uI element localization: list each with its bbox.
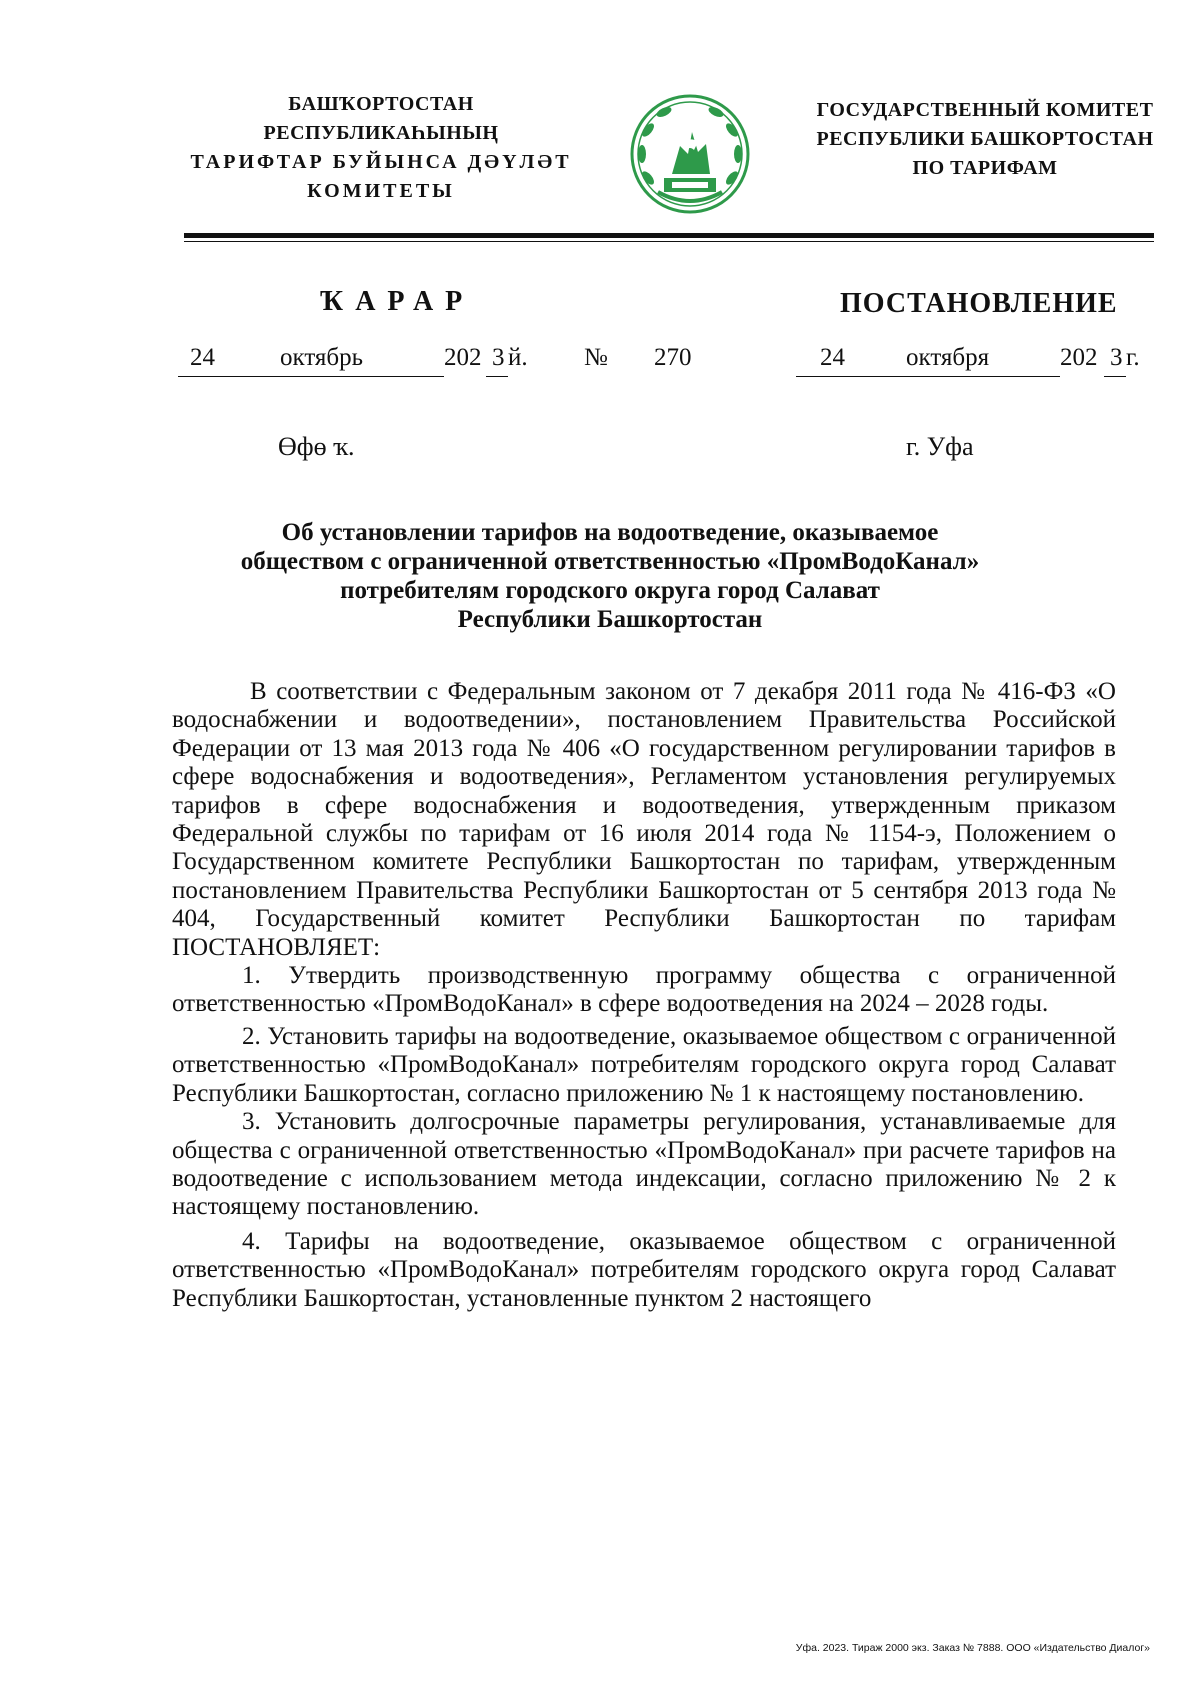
date-right-underline [796, 376, 1060, 377]
date-left-year-prefix: 202 [444, 344, 482, 371]
header-left-bashkir [176, 90, 586, 206]
header-right-russian [790, 96, 1180, 183]
date-left-suffix: й. [508, 344, 528, 371]
doc-type-bashkir: ҠАРАР [320, 286, 475, 317]
header-right-line-1: ГОСУДАРСТВЕННЫЙ КОМИТЕТ [816, 99, 1154, 121]
header-left-line-1: БАШҠОРТОСТАН РЕСПУБЛИКАҺЫНЫҢ [263, 93, 499, 144]
item-3-paragraph: 3. Установить долгосрочные параметры регулирования, устанавливаемые для общества с ограниченной ответственностью «ПромВодоКанал» при расчете тарифов на водоотведение с использованием метода индексации, согласно приложению № 2 к настоящему постановлению. [172, 1108, 1116, 1221]
title-line-1: Об установлении тарифов на водоотведение, оказываемое [281, 519, 939, 546]
document-title [170, 518, 1050, 634]
title-line-4: Республики Башкортостан [457, 606, 763, 633]
item-4-paragraph: 4. Тарифы на водоотведение, оказываемое обществом с ограниченной ответственностью «ПромВодоКанал» потребителям городского округа город Салават Республики Башкортостан, установленные пунктом 2 настоящего [172, 1227, 1116, 1312]
date-right-year-underline [1104, 376, 1126, 377]
doc-type-russian: ПОСТАНОВЛЕНИЕ [840, 288, 1118, 319]
header-left-line-3: КОМИТЕТЫ [307, 180, 455, 202]
date-right-year-digit: 3 [1110, 344, 1123, 371]
date-right-day: 24 [820, 344, 845, 371]
header-rule-thin [184, 241, 1154, 242]
header-right-line-2: РЕСПУБЛИКИ БАШКОРТОСТАН [816, 128, 1154, 150]
number-sign: № [584, 344, 608, 371]
header-rule-thick [184, 233, 1154, 238]
date-left-underline [178, 376, 444, 377]
number-value: 270 [654, 344, 692, 371]
item-1-paragraph: 1. Утвердить производственную программу общества с ограниченной ответственностью «ПромВодоКанал» в сфере водоотведения на 2024 – 2028 годы. [172, 962, 1116, 1018]
city-bashkir: Өфө ҡ. [278, 432, 355, 461]
date-right-month: октября [906, 344, 990, 371]
item-2-paragraph: 2. Установить тарифы на водоотведение, оказываемое обществом с ограниченной ответственностью «ПромВодоКанал» потребителям городского округа город Салават Республики Башкортостан, согласно приложению № 1 к настоящему постановлению. [172, 1022, 1116, 1107]
coat-of-arms-icon [628, 92, 752, 216]
city-russian: г. Уфа [906, 432, 974, 461]
date-right-year-prefix: 202 [1060, 344, 1098, 371]
title-line-2: обществом с ограниченной ответственностью «ПромВодоКанал» [240, 548, 980, 575]
printer-footer: Уфа. 2023. Тираж 2000 экз. Заказ № 7888. ООО «Издательство Диалог» [795, 1642, 1150, 1654]
title-line-3: потребителям городского округа город Салават [340, 577, 880, 604]
header-left-line-2: ТАРИФТАР БУЙЫНСА ДӘҮЛӘТ [190, 151, 572, 173]
date-right-suffix: г. [1126, 344, 1140, 371]
preamble-paragraph: В соответствии с Федеральным законом от 7 декабря 2011 года № 416-ФЗ «О водоснабжении и водоотведении», постановлением Правительства Российской Федерации от 13 мая 2013 года № 406 «О государственном регулировании тарифов в сфере водоснабжения и водоотведения», Регламентом установления регулируемых тарифов в сфере водоснабжения и водоотведения, утвержденным приказом Федеральной службы по тарифам от 16 июля 2014 года № 1154-э, Положением о Государственном комитете Республики Башкортостан по тарифам, утвержденным постановлением Правительства Республики Башкортостан от 5 сентября 2013 года № 404, Государственный комитет Республики Башкортостан по тарифам ПОСТАНОВЛЯЕТ: [172, 678, 1116, 961]
date-left-month: октябрь [280, 344, 364, 371]
header-right-line-3: ПО ТАРИФАМ [912, 157, 1058, 179]
date-left-year-underline [486, 376, 508, 377]
date-left-year-digit: 3 [492, 344, 505, 371]
document-body [172, 678, 1116, 1313]
date-left-day: 24 [190, 344, 215, 371]
